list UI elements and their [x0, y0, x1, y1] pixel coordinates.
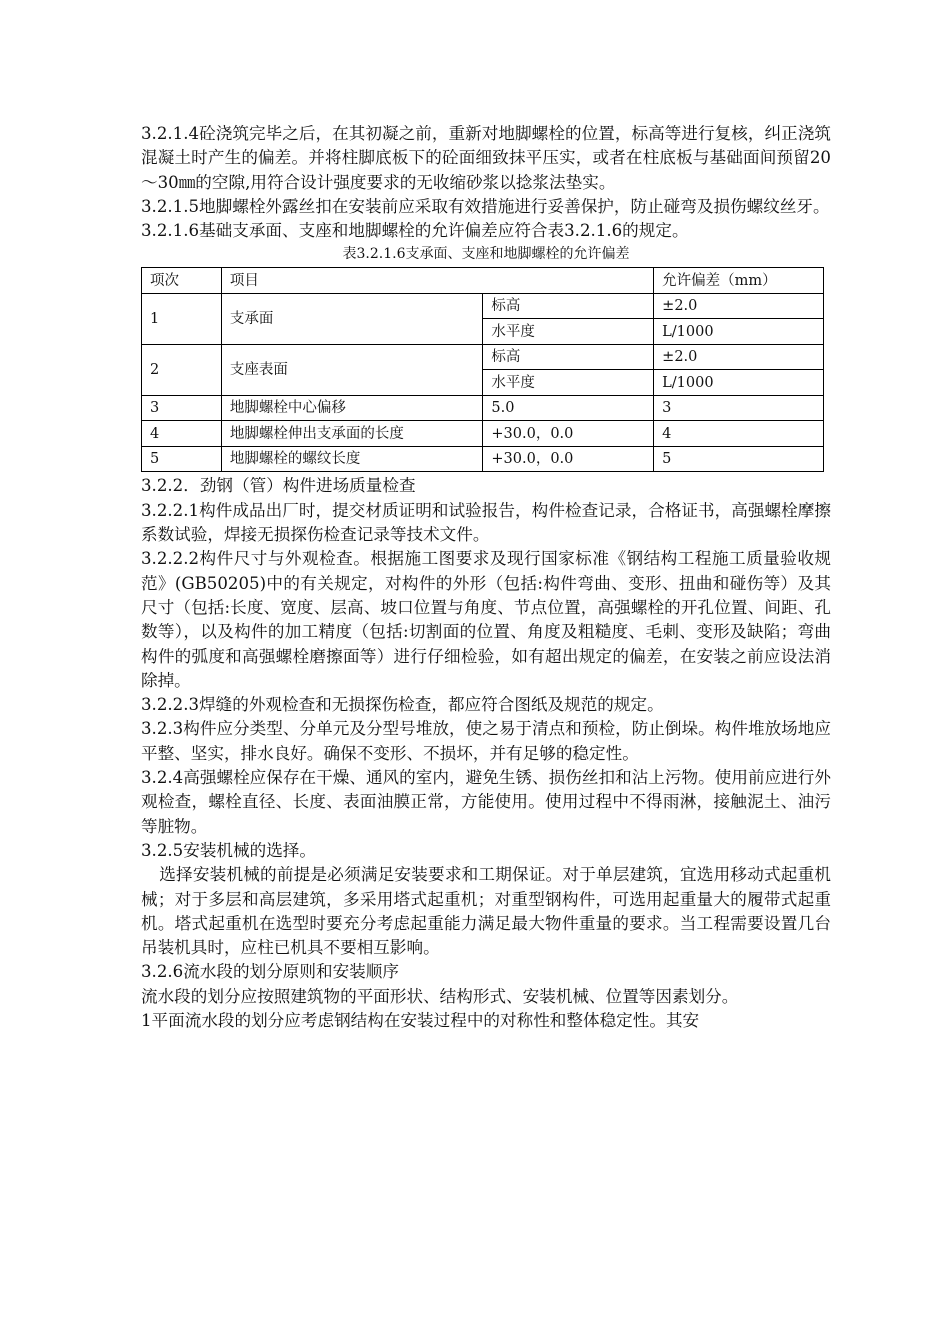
header-tolerance: 允许偏差（mm）: [654, 268, 824, 294]
document-page: [141, 122, 831, 1033]
paragraph-3-2-3: 3.2.3构件应分类型、分单元及分型号堆放，使之易于清点和预检，防止倒垛。构件堆放场地应平整、坚实，排水良好。确保不变形、不损坏，并有足够的稳定性。: [141, 719, 831, 763]
cell-item: 支座表面: [221, 344, 483, 395]
paragraph-planar-flow: 1平面流水段的划分应考虑钢结构在安装过程中的对称性和整体稳定性。其安: [141, 1011, 700, 1031]
paragraph-3-2-1-6: 3.2.1.6基础支承面、支座和地脚螺栓的允许偏差应符合表3.2.1.6的规定。: [141, 221, 689, 241]
table-row: [142, 421, 824, 447]
header-no: 项次: [142, 268, 222, 294]
cell-value: L/1000: [654, 370, 824, 396]
paragraph-3-2-1-4: 3.2.1.4砼浇筑完毕之后，在其初凝之前，重新对地脚螺栓的位置，标高等进行复核，纠正浇筑混凝土时产生的偏差。并将柱脚底板下的砼面细致抹平压实，或者在柱底板与基础面间预留20～30㎜的空隙,用符合设计强度要求的无收缩砂浆以捻浆法垫实。: [141, 124, 831, 192]
cell-no: 3: [142, 395, 222, 421]
cell-value: 4: [654, 421, 824, 447]
cell-value: 5.0: [483, 395, 654, 421]
cell-value: L/1000: [654, 319, 824, 345]
cell-sub: 水平度: [483, 319, 654, 345]
paragraph-3-2-2-1: 3.2.2.1构件成品出厂时，提交材质证明和试验报告，构件检查记录，合格证书，高强螺栓摩擦系数试验，焊接无损探伤检查记录等技术文件。: [141, 500, 831, 545]
cell-item: 地脚螺栓中心偏移: [221, 395, 483, 421]
cell-value: ±2.0: [654, 344, 824, 370]
table-header-row: [142, 268, 824, 294]
cell-no: 1: [142, 293, 222, 344]
cell-item: 支承面: [221, 293, 483, 344]
table-row: [142, 293, 824, 319]
paragraph-3-2-2-3: 3.2.2.3焊缝的外观检查和无损探伤检查，都应符合图纸及规范的规定。: [141, 695, 664, 715]
heading-3-2-2: 3.2.2．劲钢（管）构件进场质量检查: [141, 476, 416, 496]
cell-value: ±2.0: [654, 293, 824, 319]
cell-no: 4: [142, 421, 222, 447]
paragraph-3-2-1-5: 3.2.1.5地脚螺栓外露丝扣在安装前应采取有效措施进行妥善保护，防止碰弯及损伤螺纹丝牙。: [141, 196, 830, 216]
table-row: [142, 344, 824, 370]
table-caption: 表3.2.1.6支承面、支座和地脚螺栓的允许偏差: [342, 246, 630, 263]
paragraph-3-2-2-2: 3.2.2.2构件尺寸与外观检查。根据施工图要求及现行国家标准《钢结构工程施工质量验收规范》(GB50205)中的有关规定，对构件的外形（包括:构件弯曲、变形、扭曲和碰伤等）及其尺寸（包括:长度、宽度、层高、坡口位置与角度、节点位置，高强螺栓的开孔位置、间距、孔数等），以及构件的加工精度（包括:切割面的位置、角度及粗糙度、毛刺、变形及缺陷；弯曲构件的弧度和高强螺栓磨擦面等）进行仔细检验，如有超出规定的偏差，在安装之前应设法消除掉。: [141, 549, 831, 690]
cell-value: +30.0，0.0: [483, 446, 654, 472]
heading-3-2-5: 3.2.5安装机械的选择。: [141, 840, 316, 860]
paragraph-3-2-4: 3.2.4高强螺栓应保存在干燥、通风的室内，避免生锈、损伤丝扣和沾上污物。使用前应进行外观检查，螺栓直径、长度、表面油膜正常，方能使用。使用过程中不得雨淋，接触泥土、油污等脏物。: [141, 768, 831, 836]
table-row: [142, 395, 824, 421]
cell-sub: 标高: [483, 293, 654, 319]
header-item: 项目: [221, 268, 653, 294]
paragraph-flow-division: 流水段的划分应按照建筑物的平面形状、结构形式、安装机械、位置等因素划分。: [141, 986, 739, 1006]
cell-item: 地脚螺栓的螺纹长度: [221, 446, 483, 472]
cell-sub: 标高: [483, 344, 654, 370]
paragraph-machinery: 选择安装机械的前提是必须满足安装要求和工期保证。对于单层建筑，宜选用移动式起重机械；对于多层和高层建筑，多采用塔式起重机；对重型钢构件，可选用起重量大的履带式起重机。塔式起重机在选型时要充分考虑起重能力满足最大物件重量的要求。当工程需要设置几台吊装机具时，应柱已机具不要相互影响。: [141, 865, 831, 958]
table-row: [142, 446, 824, 472]
cell-item: 地脚螺栓伸出支承面的长度: [221, 421, 483, 447]
cell-sub: 水平度: [483, 370, 654, 396]
cell-value: 3: [654, 395, 824, 421]
cell-no: 5: [142, 446, 222, 472]
heading-3-2-6: 3.2.6流水段的划分原则和安装顺序: [141, 962, 399, 982]
cell-no: 2: [142, 344, 222, 395]
tolerance-table: [141, 267, 824, 472]
cell-value: +30.0，0.0: [483, 421, 654, 447]
cell-value: 5: [654, 446, 824, 472]
